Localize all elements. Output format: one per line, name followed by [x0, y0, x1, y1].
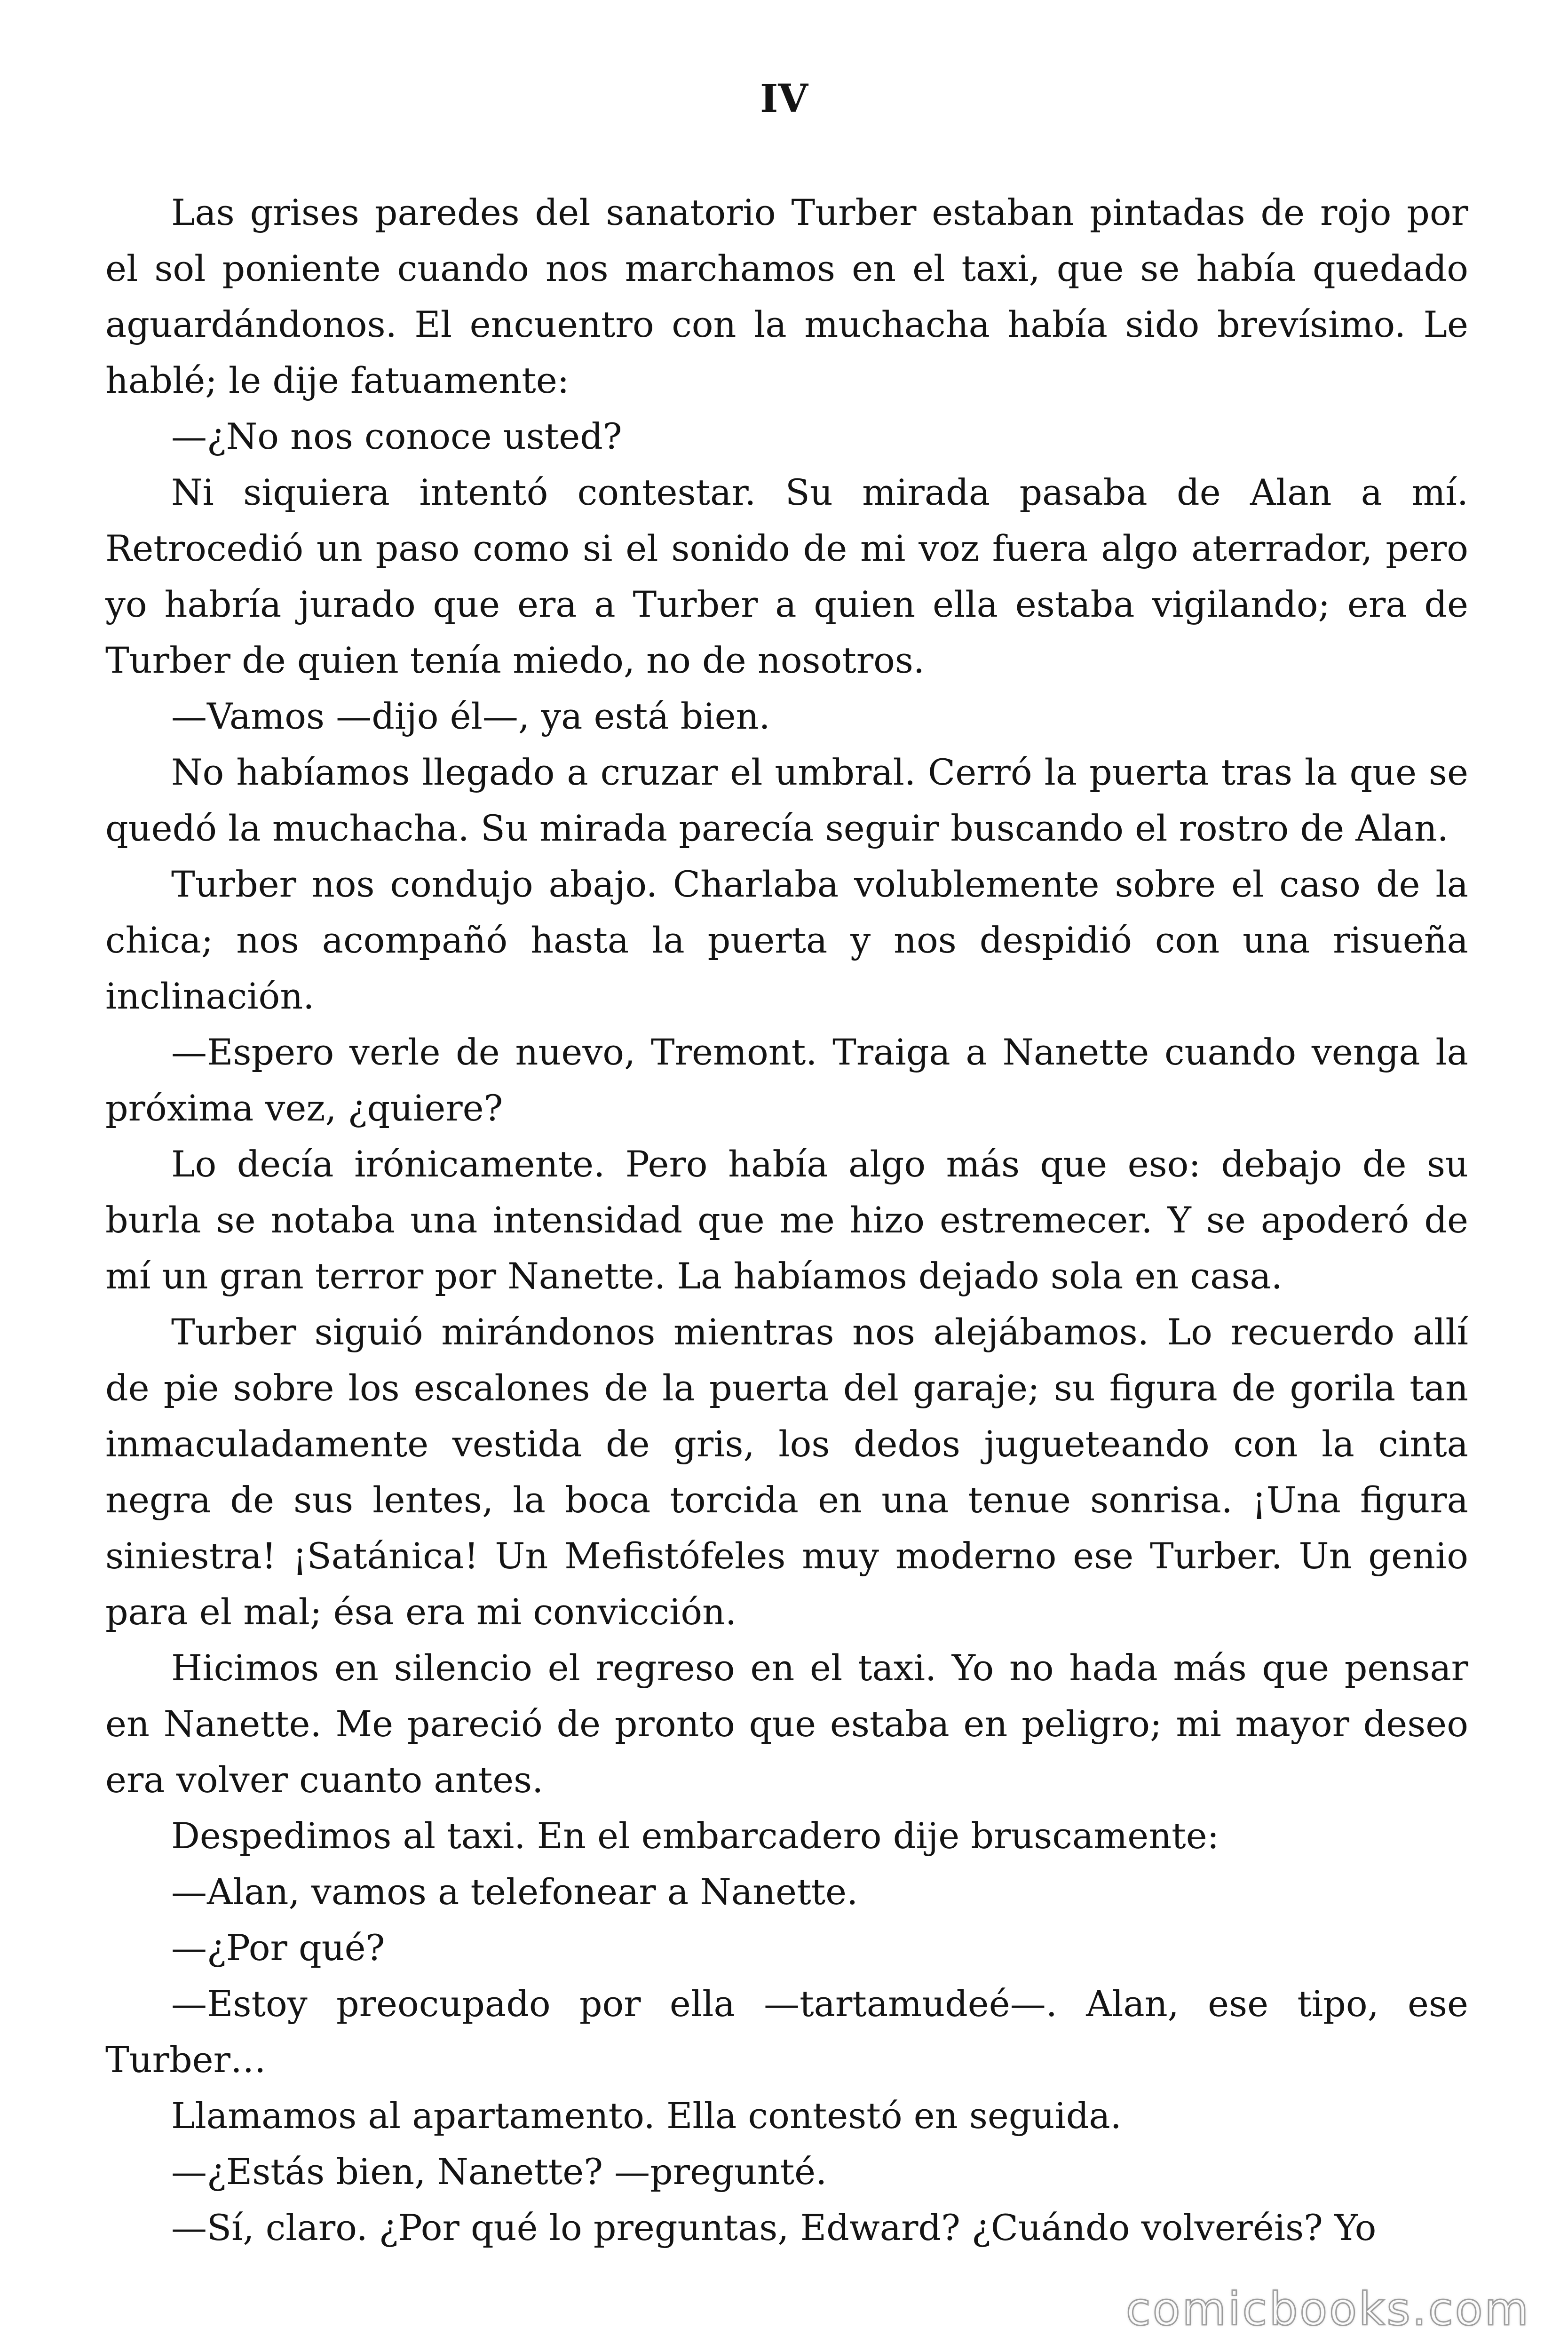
paragraph: —Alan, vamos a telefonear a Nanette. — [171, 1871, 858, 1913]
paragraph: Llamamos al apartamento. Ella contestó en seguida. — [171, 2095, 1122, 2137]
paragraph: —¿Por qué? — [171, 1927, 385, 1969]
paragraph: —Sí, claro. ¿Por qué lo preguntas, Edward? ¿Cuándo volveréis? Yo — [171, 2207, 1377, 2249]
paragraph: —¿Estás bien, Nanette? —pregunté. — [171, 2151, 827, 2193]
paragraph: —Espero verle de nuevo, Tremont. Traiga a Nanette cuando venga la próxima vez, ¿quiere? — [105, 1031, 1468, 1129]
body-text — [105, 184, 1468, 2256]
paragraph: —Estoy preocupado por ella —tartamudeé—. Alan, ese tipo, ese Turber… — [105, 1983, 1468, 2081]
paragraph: Turber siguió mirándonos mientras nos alejábamos. Lo recuerdo allí de pie sobre los escalones de la puerta del garaje; su figura de gorila tan inmaculadamente vestida de gris, los dedos jugueteando con la cinta negra de sus lentes, la boca torcida en una tenue sonrisa. ¡Una figura siniestra! ¡Satánica! Un Mefistófeles muy moderno ese Turber. Un genio para el mal; ésa era mi convicción. — [105, 1311, 1468, 1633]
paragraph: Turber nos condujo abajo. Charlaba volublemente sobre el caso de la chica; nos acompañó hasta la puerta y nos despidió con una risueña inclinación. — [105, 863, 1468, 1017]
paragraph: Hicimos en silencio el regreso en el taxi. Yo no hada más que pensar en Nanette. Me pareció de pronto que estaba en peligro; mi mayor deseo era volver cuanto antes. — [105, 1647, 1468, 1801]
chapter-number: IV — [760, 76, 808, 121]
paragraph: Ni siquiera intentó contestar. Su mirada pasaba de Alan a mí. Retrocedió un paso como si el sonido de mi voz fuera algo aterrador, pero yo habría jurado que era a Turber a quien ella estaba vigilando; era de Turber de quien tenía miedo, no de nosotros. — [105, 471, 1468, 681]
paragraph: Las grises paredes del sanatorio Turber estaban pintadas de rojo por el sol poniente cuando nos marchamos en el taxi, que se había quedado aguardándonos. El encuentro con la muchacha había sido brevísimo. Le hablé; le dije fatuamente: — [105, 191, 1468, 401]
watermark: comicbooks.com — [1125, 2283, 1530, 2336]
paragraph: —Vamos —dijo él—, ya está bien. — [171, 695, 770, 737]
paragraph: Lo decía irónicamente. Pero había algo más que eso: debajo de su burla se notaba una intensidad que me hizo estremecer. Y se apoderó de mí un gran terror por Nanette. La habíamos dejado sola en casa. — [105, 1143, 1468, 1297]
paragraph: No habíamos llegado a cruzar el umbral. Cerró la puerta tras la que se quedó la muchacha. Su mirada parecía seguir buscando el rostro de Alan. — [105, 751, 1468, 849]
paragraph: —¿No nos conoce usted? — [171, 415, 622, 457]
paragraph: Despedimos al taxi. En el embarcadero dije bruscamente: — [171, 1815, 1220, 1857]
